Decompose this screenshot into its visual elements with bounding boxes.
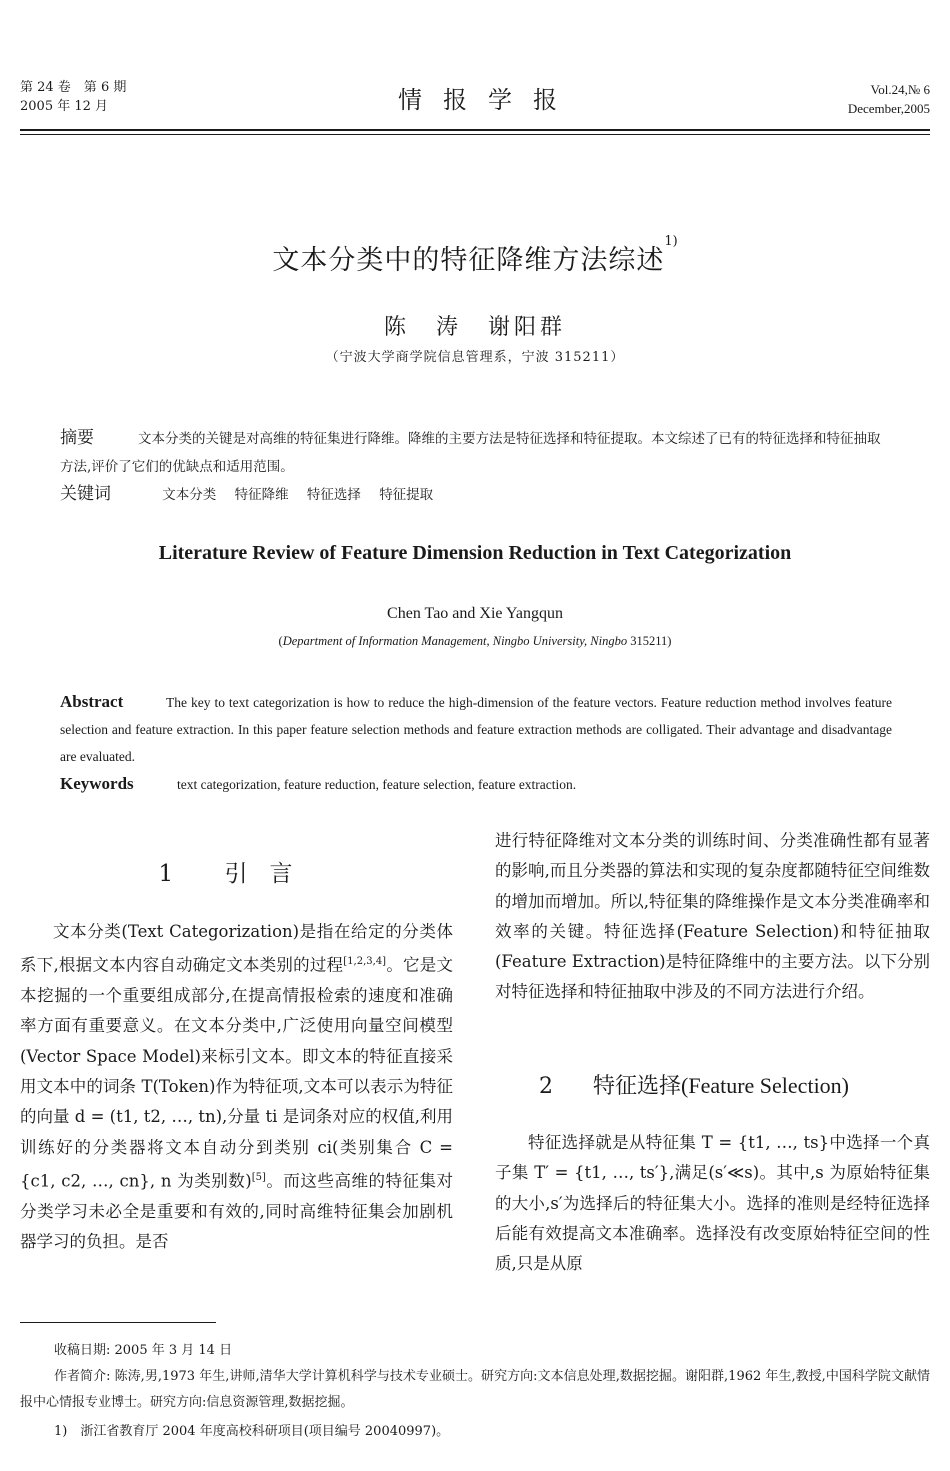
section-2-body: [495, 1128, 930, 1279]
authors-en: Chen Tao and Xie Yangqun: [387, 605, 563, 622]
keyword-cn: 特征选择: [306, 487, 361, 503]
volume-issue-cn: 第 24 卷 第 6 期: [20, 80, 127, 95]
section-1-heading: 1 引言: [158, 861, 315, 887]
abstract-en-label: Abstract: [60, 692, 124, 711]
date-en: December,2005: [847, 101, 930, 116]
keyword-cn: 文本分类: [162, 487, 217, 503]
section-2-title-cn: 特征选择: [593, 1074, 682, 1099]
keywords-cn-label: 关键词: [60, 484, 111, 504]
header-rule-thin: [20, 134, 930, 135]
article-title-en: Literature Review of Feature Dimension Reduction in Text Categorization: [158, 542, 792, 564]
footnote-author-bio: 作者简介: 陈涛,男,1973 年生,讲师,清华大学计算机科学与技术专业硕士。研究方向:文本信息处理,数据挖掘。谢阳群,1962 年生,教授,中国科学院文献情报中心情报专业博士。研究方向:信息资源管理,数据挖掘。: [20, 1369, 930, 1410]
footnote-rule: [20, 1322, 216, 1323]
footnote-received: 收稿日期: 2005 年 3 月 14 日: [54, 1343, 233, 1358]
affiliation-en: [0, 634, 950, 649]
body-column-left: [20, 917, 453, 1257]
section-1-paragraph: [20, 917, 453, 1257]
keyword-cn: 特征提取: [379, 487, 434, 503]
keywords-en: [60, 771, 576, 798]
footnote-funding: 1) 浙江省教育厅 2004 年度高校科研项目(项目编号 20040997)。: [54, 1424, 450, 1439]
citation: [5]: [251, 1171, 266, 1183]
abstract-cn-label: 摘要: [60, 428, 94, 448]
abstract-cn-text: 文本分类的关键是对高维的特征集进行降维。降维的主要方法是特征选择和特征提取。本文综述了已有的特征选择和特征抽取方法,评价了它们的优缺点和适用范围。: [60, 431, 881, 475]
abstract-cn: [60, 424, 892, 481]
abstract-en: [60, 688, 892, 770]
keyword-cn: 特征降维: [234, 487, 289, 503]
keywords-en-label: Keywords: [60, 774, 134, 793]
journal-issue-info-en: [848, 80, 930, 118]
section-1-continuation: 进行特征降维对文本分类的训练时间、分类准确性都有显著的影响,而且分类器的算法和实现的复杂度都随特征空间维数的增加而增加。所以,特征集的降维操作是文本分类准确率和效率的关键。特征选择(Feature Selection)和特征抽取(Feature Extraction)是特征降维中的主要方法。以下分别对特征选择和特征抽取中涉及的不同方法进行介绍。: [495, 831, 930, 1002]
affiliation-cn: （宁波大学商学院信息管理系，宁波 315211）: [325, 350, 625, 365]
section-2-number: 2: [539, 1074, 553, 1099]
para-text: 。而这些高维的特征集对分类学习未必全是重要和有效的,同时高维特征集会加剧机器学习的负担。是否: [20, 1171, 454, 1251]
keywords-en-text: text categorization, feature reduction, feature selection, feature extraction.: [177, 777, 577, 792]
header-rule-thick: [20, 129, 930, 131]
citation: [1,2,3,4]: [343, 956, 387, 968]
para-text: 。它是文本挖掘的一个重要组成部分,在提高情报检索的速度和准确率方面有重要意义。在文本分类中,广泛使用向量空间模型(Vector Space Model)来标引文本。即文本的特征直接采用文本中的词条 T(Token)作为特征项,文本可以表示为特征的向量 d = (t1, t2, …, tn),分量 ti 是词条对应的权值,利用训练好的分类器将文本自动分到类别 ci(类别集合 C = {c1, c2, …, cn}, n 为类别数): [20, 955, 454, 1191]
para-text: 文本分类(Text Categorization)是指在给定的分类体系下,根据文本内容自动确定文本类别的过程: [20, 922, 453, 975]
section-2-paragraph: 特征选择就是从特征集 T = {t1, …, ts}中选择一个真子集 T′ = {t1, …, ts′},满足(s′≪s)。其中,s 为原始特征集的大小,s′为选择后的特征集大小。选择的准则是经特征选择后能有效提高文本准确率。选择没有改变原始特征空间的性质,只是从原: [495, 1133, 930, 1274]
title-footnote-mark: 1): [664, 234, 678, 249]
affiliation-en-close: 315211): [627, 634, 672, 648]
affiliation-en-italic: Department of Information Management, Ningbo University, Ningbo: [282, 634, 628, 648]
volume-issue-en: Vol.24,№ 6: [870, 82, 930, 97]
authors-cn: 陈 涛 谢阳群: [383, 315, 566, 340]
journal-name: 情报学报: [398, 86, 578, 114]
keywords-cn: [60, 481, 447, 508]
abstract-en-text: The key to text categorization is how to reduce the high-dimension of the feature vectors. Feature reduction method involves feature selection and feature extraction. In this paper feature selection methods and feature extraction methods are colligated. Their advantage and disadvantage are evaluated.: [60, 695, 892, 764]
date-cn: 2005 年 12 月: [20, 99, 109, 114]
article-title-cn: [0, 234, 950, 277]
section-2-heading: [495, 1069, 930, 1100]
affiliation-en-open: (: [278, 634, 283, 648]
title-text: 文本分类中的特征降维方法综述: [272, 245, 665, 276]
body-column-right: [495, 826, 930, 1008]
section-2-title-en: (Feature Selection): [681, 1073, 850, 1098]
